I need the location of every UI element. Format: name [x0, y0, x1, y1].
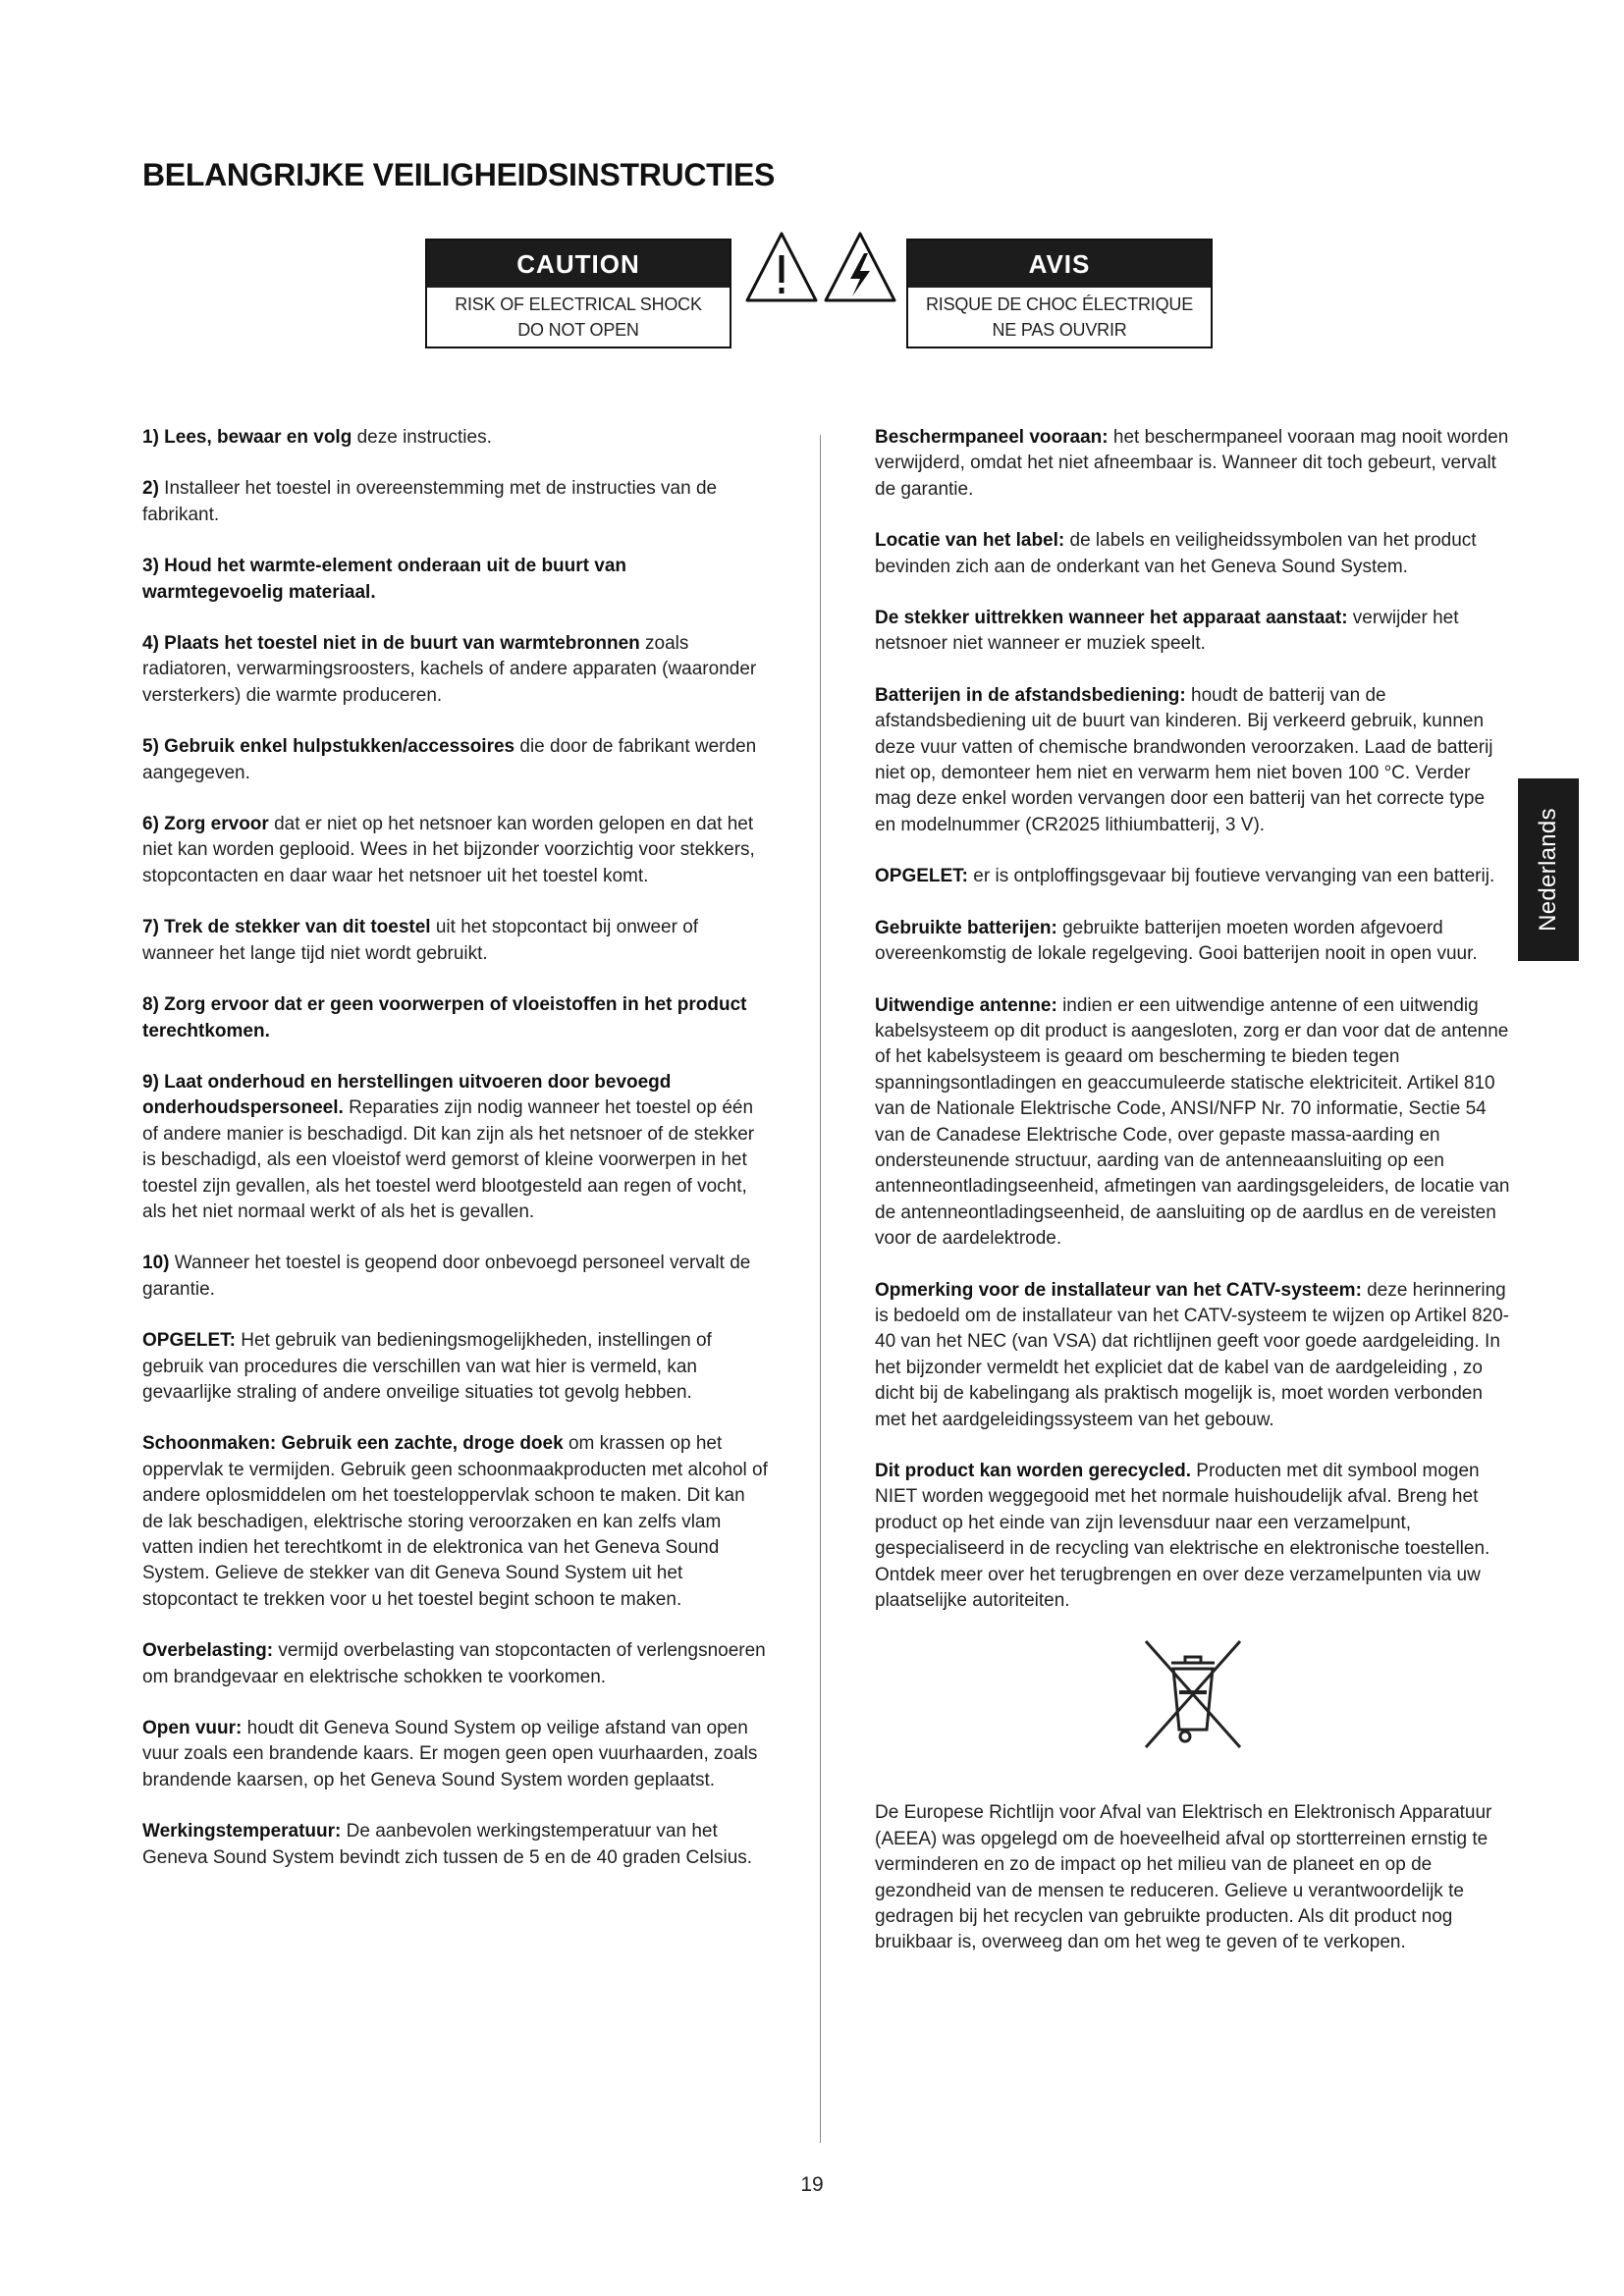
caution-label: [425, 239, 731, 348]
instruction-paragraph: Schoonmaken: Gebruik een zachte, droge doek om krassen op het oppervlak te vermijden. Gebruik geen schoonmaakproducten met alcohol of andere oplosmiddelen om het toesteloppervlak schoon te maken. Dit kan de lak beschadigen, elektrische storing veroorzaken en kan zelfs vlam vatten indien het terechtkomt in de elektronica van het Geneva Sound System. Gelieve de stekker van dit Geneva Sound System uit het stopcontact te trekken voor u het toestel begint schoon te maken.: [142, 1433, 768, 1610]
caution-heading: CAUTION: [427, 240, 730, 288]
avis-heading: AVIS: [908, 240, 1211, 288]
instruction-paragraph: OPGELET: er is ontploffingsgevaar bij foutieve vervanging van een batterij.: [875, 866, 1495, 887]
instruction-paragraph: 2) Installeer het toestel in overeenstemming met de instructies van de fabrikant.: [142, 478, 718, 525]
weee-crossed-bin-icon: [1140, 1635, 1246, 1753]
exclamation-triangle-icon: [747, 234, 816, 300]
instruction-paragraph: Overbelasting: vermijd overbelasting van stopcontacten of verlengsnoeren om brandgevaar en elektrische schokken te voorkomen.: [142, 1640, 766, 1687]
instruction-paragraph: OPGELET: Het gebruik van bedieningsmogelijkheden, instellingen of gebruik van procedures die verschillen van wat hier is vermeld, kan gevaarlijke straling of andere onveilige situaties tot gevolg hebben.: [142, 1330, 712, 1403]
side-tab-label: Nederlands: [1535, 808, 1561, 932]
avis-line-1: RISQUE DE CHOC ÉLECTRIQUE: [925, 294, 1194, 314]
lightning-triangle-icon: [826, 234, 894, 300]
instruction-paragraph: Beschermpaneel vooraan: het beschermpaneel vooraan mag nooit worden verwijderd, omdat het niet afneembaar is. Wanneer dit toch gebeurt, vervalt de garantie.: [875, 427, 1509, 500]
instruction-paragraph: De stekker uittrekken wanneer het apparaat aanstaat: verwijder het netsnoer niet wanneer er muziek speelt.: [875, 608, 1459, 655]
instruction-paragraph: De Europese Richtlijn voor Afval van Elektrisch en Elektronisch Apparatuur (AEEA) was opgelegd om de hoeveelheid afval op stortterreinen ernstig te verminderen en zo de impact op het milieu van de planeet en op de gezondheid van de mensen te reduceren. Gelieve u verantwoordelijk te gedragen bij het recyclen van gebruikte producten. Als dit product nog bruikbaar is, overweeg dan om het weg te geven of te verkopen.: [875, 1802, 1492, 1953]
caution-line-2: DO NOT OPEN: [517, 320, 639, 340]
instruction-paragraph: Werkingstemperatuur: De aanbevolen werkingstemperatuur van het Geneva Sound System bevindt zich tussen de 5 en de 40 graden Celsius.: [142, 1821, 753, 1868]
instruction-paragraph: 3) Houd het warmte-element onderaan uit de buurt van warmtegevoelig materiaal.: [142, 556, 627, 603]
instruction-paragraph: Uitwendige antenne: indien er een uitwendige antenne of een uitwendig kabelsysteem op dit product is aangesloten, zorg er dan voor dat de antenne of het kabelsysteem is geaard om bescherming te bieden tegen spanningsontladingen en geaccumuleerde statische elektriciteit. Artikel 810 van de Nationale Elektrische Code, ANSI/NFP Nr. 70 informatie, Sectie 54 van de Canadese Elektrische Code, over gepaste massa-aarding en ondersteunende structuur, aarding van de antenneaansluiting op een antenneontladingseenheid, afmetingen van aardingsgeleiders, de locatie van de antenneontladingseenheid, de aansluiting op de aardlus en de vereisten voor de aardelektrode.: [875, 994, 1510, 1250]
instruction-paragraph: 1) Lees, bewaar en volg deze instructies.: [142, 427, 492, 448]
instruction-paragraph: 5) Gebruik enkel hulpstukken/accessoires die door de fabrikant werden aangegeven.: [142, 736, 757, 783]
column-divider: [820, 435, 821, 2143]
instruction-paragraph: Batterijen in de afstandsbediening: houdt de batterij van de afstandsbediening uit de buurt van kinderen. Bij verkeerd gebruik, kunnen deze vuur vatten of chemische brandwonden veroorzaken. Laad de batterij niet op, demonteer hem niet en verwarm hem niet boven 100 °C. Verder mag deze enkel worden vervangen door een batterij van het correcte type en modelnummer (CR2025 lithiumbatterij, 3 V).: [875, 684, 1493, 835]
avis-label: [906, 239, 1213, 348]
instruction-paragraph: 9) Laat onderhoud en herstellingen uitvoeren door bevoegd onderhoudspersoneel. Reparaties zijn nodig wanneer het toestel op één of andere manier is beschadigd. Dit kan zijn als het netsnoer of de stekker is beschadigd, als een vloeistof werd gemorst of kleine voorwerpen in het toestel zijn gevallen, als het toestel werd blootgesteld aan regen of vocht, als het niet normaal werkt of als het is gevallen.: [142, 1071, 755, 1222]
instruction-paragraph: 6) Zorg ervoor dat er niet op het netsnoer kan worden gelopen en dat het niet kan worden geplooid. Wees in het bijzonder voorzichtig voor stekkers, stopcontacten en daar waar het netsnoer uit het toestel komt.: [142, 814, 755, 886]
instruction-paragraph: Open vuur: houdt dit Geneva Sound System op veilige afstand van open vuur zoals een brandende kaars. Er mogen geen open vuurhaarden, zoals brandende kaarsen, op het Geneva Sound System worden geplaatst.: [142, 1718, 758, 1790]
instruction-paragraph: 8) Zorg ervoor dat er geen voorwerpen of vloeistoffen in het product terechtkomen.: [142, 994, 747, 1041]
instruction-paragraph: Dit product kan worden gerecycled. Producten met dit symbool mogen NIET worden weggegooid met het normale huishoudelijk afval. Breng het product op het einde van zijn levensduur naar een verzamelpunt, gespecialiseerd in de recycling van elektrische en elektronische toestellen. Ontdek meer over het terugbrengen en over deze verzamelpunten via uw plaatselijke autoriteiten.: [875, 1461, 1490, 1612]
instruction-paragraph: 7) Trek de stekker van dit toestel uit het stopcontact bij onweer of wanneer het lange tijd niet wordt gebruikt.: [142, 917, 699, 964]
instruction-paragraph: Gebruikte batterijen: gebruikte batterijen moeten worden afgevoerd overeenkomstig de lokale regelgeving. Gooi batterijen nooit in open vuur.: [875, 917, 1478, 965]
right-column: [875, 425, 1510, 1982]
warning-symbols: [744, 228, 901, 308]
avis-line-2: NE PAS OUVRIR: [992, 320, 1127, 340]
caution-line-1: RISK OF ELECTRICAL SHOCK: [455, 294, 702, 314]
page-number: 19: [800, 2173, 824, 2196]
instruction-paragraph: 4) Plaats het toestel niet in de buurt van warmtebronnen zoals radiatoren, verwarmingsroosters, kachels of andere apparaten (waaronder versterkers) die warmte produceren.: [142, 633, 757, 706]
language-side-tab: [1518, 778, 1579, 961]
instruction-paragraph: Locatie van het label: de labels en veiligheidssymbolen van het product bevinden zich aan de onderkant van het Geneva Sound System.: [875, 530, 1477, 577]
instruction-paragraph: Opmerking voor de installateur van het CATV-systeem: deze herinnering is bedoeld om de installateur van het CATV-systeem te wijzen op Artikel 820-40 van het NEC (van VSA) dat richtlijnen geeft voor goede aardgeleiding. In het bijzonder vermeldt het expliciet dat de kabel van de aardgeleiding , zo dicht bij de kabelingang als praktisch mogelijk is, moet worden verbonden met het aardgeleidingssysteem van het gebouw.: [875, 1279, 1509, 1430]
page-title: BELANGRIJKE VEILIGHEIDSINSTRUCTIES: [142, 157, 776, 192]
instruction-paragraph: 10) Wanneer het toestel is geopend door onbevoegd personeel vervalt de garantie.: [142, 1253, 751, 1300]
left-column: [142, 425, 771, 1896]
